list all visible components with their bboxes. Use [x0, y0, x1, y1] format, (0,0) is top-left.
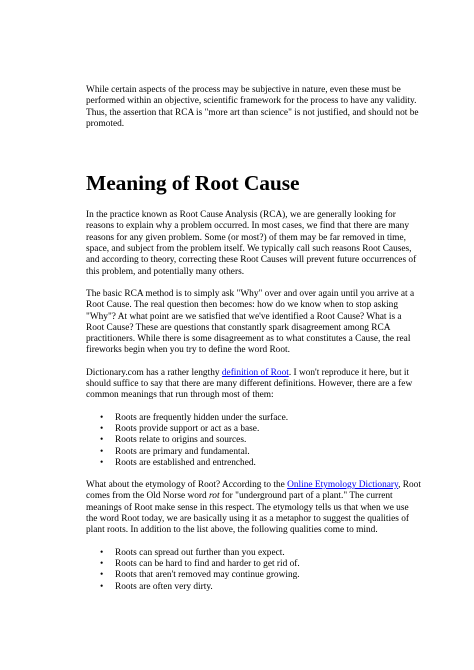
online-etymology-dictionary-link[interactable]: Online Etymology Dictionary	[287, 480, 399, 491]
bullet-icon: •	[100, 558, 104, 569]
list-item-text: Roots are primary and fundamental.	[115, 446, 250, 457]
list-item	[86, 447, 422, 458]
bullet-icon: •	[100, 423, 104, 434]
list-item	[86, 548, 422, 559]
etymology-text-after: for "underground part of a plant." The current meanings of Root make sense in this respect. The etymology tells us that when we use the word Root today, we are basically using it as a metaphor to suggest the qualities of plant roots. In addition to the list above, the following qualities come to mind.	[86, 491, 409, 536]
etymology-text-before: What about the etymology of Root? According to the	[86, 480, 288, 491]
paragraph-practice: In the practice known as Root Cause Analysis (RCA), we are generally looking for reasons to explain why a problem occurred. In most cases, we find that there are many reasons for any given problem. Some (or most?) of them may be far removed in time, space, and subject from the problem itself. We typically call such reasons Root Causes, and according to theory, correcting these Root Causes will prevent future occurrences of this problem, and potentially many others.	[86, 210, 417, 277]
etymology-text-middle: , Root comes from the Old Norse word	[86, 480, 421, 502]
plant-qualities-list	[86, 548, 422, 593]
list-item-text: Roots are often very dirty.	[115, 581, 213, 592]
list-item-text: Roots can spread out further than you expect.	[115, 547, 285, 558]
bullet-icon: •	[100, 581, 104, 592]
bullet-icon: •	[100, 547, 104, 558]
list-item	[86, 570, 422, 581]
paragraph-etymology	[86, 480, 422, 536]
common-meanings-list	[86, 413, 422, 469]
bullet-icon: •	[100, 412, 104, 423]
list-item-text: Roots that aren't removed may continue growing.	[115, 570, 300, 581]
list-item	[86, 582, 422, 593]
intro-paragraph: While certain aspects of the process may be subjective in nature, even these must be performed within an objective, scientific framework for the process to have any validity. Thus, the assertion that RCA is "more art than science" is not justified, and should not be promoted.	[86, 85, 419, 129]
bullet-icon: •	[100, 457, 104, 468]
bullet-icon: •	[100, 446, 104, 457]
dictionary-text-before: Dictionary.com has a rather lengthy	[86, 367, 222, 378]
paragraph-dictionary	[86, 368, 422, 402]
list-item	[86, 424, 422, 435]
list-item	[86, 458, 422, 469]
list-item	[86, 435, 422, 446]
list-item-text: Roots can be hard to find and harder to get rid of.	[115, 558, 300, 569]
paragraph-method: The basic RCA method is to simply ask "Why" over and over again until you arrive at a Root Cause. The real question then becomes: how do we know when to stop asking "Why"? At what point are we satisfied that we've identified a Root Cause? What is a Root Cause? These are questions that constantly spark disagreement among RCA practitioners. While there is some disagreement as to what constitutes a Cause, the real fireworks begin when you try to define the word Root.	[86, 288, 415, 356]
document-body	[86, 85, 422, 593]
bullet-icon: •	[100, 570, 104, 581]
list-item-text: Roots are frequently hidden under the surface.	[115, 412, 289, 423]
list-item-text: Roots are established and entrenched.	[115, 457, 256, 468]
list-item-text: Roots provide support or act as a base.	[115, 423, 260, 434]
dictionary-text-after: . I won't reproduce it here, but it should suffice to say that there are many different definitions. However, there are a few common meanings that run through most of them:	[86, 367, 413, 401]
definition-of-root-link[interactable]: definition of Root	[221, 367, 289, 378]
etymology-italic-word: rot	[209, 491, 220, 502]
list-item-text: Roots relate to origins and sources.	[115, 435, 247, 446]
section-heading: Meaning of Root Cause	[86, 171, 300, 196]
list-item	[86, 413, 422, 424]
bullet-icon: •	[100, 435, 104, 446]
list-item	[86, 559, 422, 570]
